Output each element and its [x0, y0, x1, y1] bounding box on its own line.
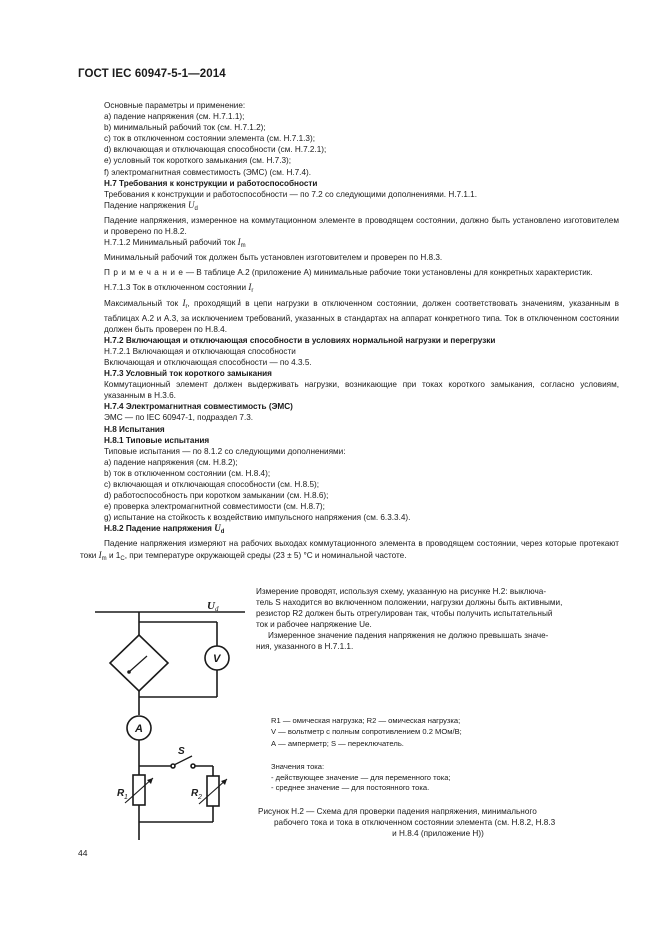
label-r2: R: [191, 788, 199, 799]
paragraph: [104, 298, 619, 335]
paragraph: Требования к конструкции и работоспособности — по 7.2 со следующими дополнениями. Н.7.1.1.: [104, 189, 477, 199]
symbol: I: [237, 237, 241, 248]
section-heading-h73: Н.7.3 Условный ток короткого замыкания: [104, 369, 272, 379]
text-a: Падение напряжения измеряют на рабочих выходах коммутационного элемента в проводящем состоянии, через которые протекают токи: [80, 539, 619, 560]
section-heading-h72: Н.7.2 Включающая и отключающая способности в условиях нормальной нагрузки и перегрузки: [104, 335, 496, 345]
switch-stroke: [129, 656, 147, 672]
paragraph: Типовые испытания — по 8.1.2 со следующими дополнениями:: [104, 446, 346, 456]
list-item: е) проверка электромагнитной совместимости (см. Н.8.7);: [104, 502, 325, 512]
note-text: — В таблице А.2 (приложение А) минимальные рабочие токи установлены для конкретных характеристик.: [183, 268, 593, 278]
list-item: е) условный ток короткого замыкания (см. Н.7.3);: [104, 156, 292, 166]
tokens-line: - действующее значение — для переменного тока;: [271, 772, 451, 782]
subscript: m: [101, 555, 107, 562]
section-heading-h81: Н.8.1 Типовые испытания: [104, 435, 210, 445]
subsection-title: [104, 237, 619, 252]
legend-line: V — вольтметр с полным сопротивлением 0.2 МОм/В;: [271, 727, 462, 737]
paragraph: [80, 538, 619, 564]
paragraph: Включающая и отключающая способности — по 4.3.5.: [104, 357, 312, 367]
tokens-line: - среднее значение — для постоянного тока.: [271, 783, 430, 793]
line: Измерение проводят, используя схему, указанную на рисунке Н.2: выключа-: [256, 587, 547, 596]
list-item: c) ток в отключенном состоянии элемента (см. Н.7.1.3);: [104, 134, 315, 144]
switch-dot: [127, 670, 131, 674]
text-b: и 1: [108, 550, 121, 560]
symbol: I: [248, 282, 252, 293]
legend-line: R1 — омическая нагрузка; R2 — омическая нагрузка;: [271, 716, 461, 725]
figure-caption: [258, 806, 618, 840]
symbol: U: [187, 199, 195, 210]
note: [104, 267, 619, 278]
subsection-title: Н.7.2.1 Включающая и отключающая способности: [104, 346, 296, 356]
text-b: , проходящий в цепи нагрузки в отключенном состоянии, должен соответствовать значениям, указанным в таблицах А.2 и А.3, за исключением требований, указанных в стандартах на аппарат конкретного типа. Ток в отключенном состоянии должен быть проверен по Н.8.4.: [104, 298, 619, 334]
symbol: U: [214, 523, 221, 534]
list-item: b) ток в отключенном состоянии (см. Н.8.4);: [104, 468, 271, 478]
section-heading-h8: Н.8 Испытания: [104, 424, 165, 434]
intro-lead: Основные параметры и применение:: [104, 101, 246, 110]
tokens-title: Значения тока:: [271, 762, 325, 771]
paragraph: ЭМС — по IEC 60947-1, подраздел 7.3.: [104, 413, 254, 423]
list-item: c) включающая и отключающая способности (см. Н.8.5);: [104, 480, 320, 489]
line: Измеренное значение падения напряжения не должно превышать значе-: [268, 631, 549, 641]
document-header: ГОСТ IEC 60947-5-1—2014: [78, 68, 226, 80]
section-heading-h82: [104, 523, 619, 538]
label-r1: R: [117, 788, 125, 799]
subscript: r: [185, 303, 188, 310]
subsection-title: [104, 282, 619, 297]
label-ud-sub: d: [215, 605, 219, 613]
caption-line: и Н.8.4 (приложение Н)): [392, 829, 484, 839]
switch-contact: [191, 764, 195, 768]
switch-lever: [174, 756, 192, 765]
label: Н.7.1.2 Минимальный рабочий ток: [104, 238, 236, 248]
list-item: f) электромагнитная совместимость (ЭМС) (см. Н.7.4).: [104, 167, 312, 177]
label-ammeter: A: [135, 723, 143, 735]
list-item: d) работоспособность при коротком замыкании (см. Н.8.6);: [104, 491, 329, 501]
subscript: d: [220, 529, 225, 536]
label: Падение напряжения: [104, 200, 186, 210]
label-switch: S: [178, 746, 185, 757]
label-ud: U: [207, 600, 215, 612]
label: Н.8.2 Падение напряжения: [104, 524, 212, 534]
list-item: а) падение напряжения (см. Н.8.2);: [104, 457, 238, 467]
caption-line: Рисунок Н.2 — Схема для проверки падения напряжения, минимального: [258, 807, 537, 816]
symbol: I: [98, 549, 102, 560]
paragraph: Падение напряжения, измеренное на коммутационном элементе в проводящем состоянии, должно быть установлено изготовителем и проверено по Н.8.2.: [104, 215, 619, 237]
note-label: П р и м е ч а н и е: [104, 268, 184, 278]
text-a: Максимальный ток: [104, 298, 179, 308]
label-r1-sub: 1: [124, 794, 128, 801]
label: Н.7.1.3 Ток в отключенном состоянии: [104, 283, 247, 293]
legend-line: А — амперметр; S — переключатель.: [271, 738, 404, 748]
paragraph: Коммутационный элемент должен выдерживать нагрузки, возникающие при токах короткого замыкания, согласно условиям, указанным в Н.3.6.: [104, 380, 619, 401]
line: тель S находится во включенном положении, нагрузки должны быть активными,: [256, 598, 563, 608]
paragraph: Минимальный рабочий ток должен быть установлен изготовителем и проверен по Н.8.3.: [104, 253, 443, 263]
body-text: [80, 100, 619, 565]
symbol: I: [182, 297, 186, 308]
list-item: b) минимальный рабочий ток (см. Н.7.1.2);: [104, 123, 266, 133]
section-heading-h7: Н.7 Требования к конструкции и работоспособности: [104, 178, 318, 188]
line: ток и рабочее напряжение Ue.: [256, 620, 372, 630]
figure-legend: [271, 715, 611, 749]
circuit-diagram: [95, 600, 245, 840]
label-r2-sub: 2: [198, 794, 202, 801]
text-c: , при температуре окружающей среды (23 ± 5) °С и номинальной частоте.: [124, 550, 407, 560]
label-voltmeter: V: [213, 653, 221, 665]
section-heading-h74: Н.7.4 Электромагнитная совместимость (ЭМС): [104, 402, 293, 412]
right-column-text: [256, 586, 616, 653]
list-item: g) испытание на стойкость к воздействию импульсного напряжения (см. 6.3.3.4).: [104, 513, 411, 523]
caption-line: рабочего тока и тока в отключенном состоянии элемента (см. Н.8.2, Н.8.3: [274, 818, 556, 828]
line: ния, указанного в Н.7.1.1.: [256, 642, 354, 652]
subscript: С: [120, 555, 125, 562]
line: резистор R2 должен быть отрегулирован так, чтобы получить испытательный: [256, 609, 553, 619]
current-values: [271, 762, 611, 794]
list-item: d) включающая и отключающая способности (см. Н.7.2.1);: [104, 145, 327, 155]
subscript: d: [194, 205, 198, 212]
subscript: r: [251, 288, 254, 295]
paragraph-ud: [104, 200, 619, 215]
subscript: m: [240, 243, 246, 250]
list-item: а) падение напряжения (см. Н.7.1.1);: [104, 112, 245, 122]
page-number: 44: [78, 848, 88, 858]
